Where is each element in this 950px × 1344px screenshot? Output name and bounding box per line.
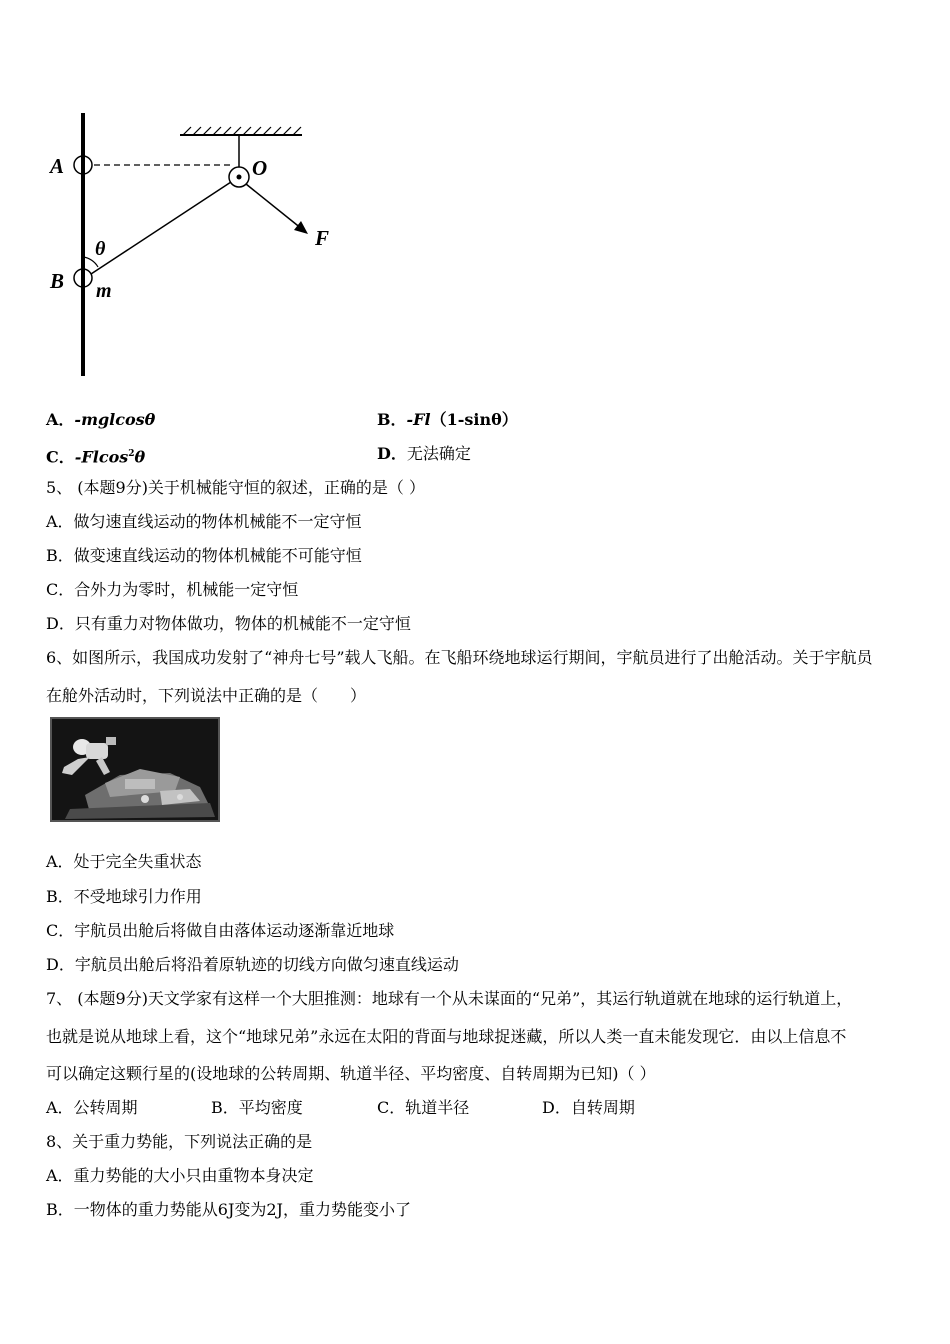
label-m: m: [96, 280, 112, 302]
q4-option-c-text-post: θ: [134, 447, 146, 467]
q7-stem-line3: 可以确定这颗行星的(设地球的公转周期、轨道半径、平均密度、自转周期为已知)（ ）: [46, 1064, 656, 1083]
astronaut-photo: [50, 717, 220, 822]
q4-option-b-letter: B．: [377, 410, 407, 429]
q7-stem-line1: 7、 (本题9分)天文学家有这样一个大胆推测：地球有一个从未谋面的“兄弟”，其运行轨道就在地球的运行轨道上，: [46, 989, 853, 1008]
q5-option-c: C．合外力为零时，机械能一定守恒: [46, 580, 299, 599]
q8-stem: 8、关于重力势能，下列说法正确的是: [46, 1132, 313, 1151]
q6-stem-line2: 在舱外活动时，下列说法中正确的是（ ）: [46, 686, 367, 705]
q4-option-a: [46, 410, 155, 430]
q7-stem-line2: 也就是说从地球上看，这个“地球兄弟”永远在太阳的背面与地球捉迷藏，所以人类一直未能发现它．由以上信息不: [46, 1027, 847, 1046]
force-arrowhead: [294, 221, 308, 234]
q5-option-d: D．只有重力对物体做功，物体的机械能不一定守恒: [46, 614, 411, 633]
q5-stem: 5、 (本题9分)关于机械能守恒的叙述，正确的是（ ）: [46, 478, 426, 497]
q7-option-a: A．公转周期: [46, 1098, 138, 1117]
q6-option-c: C．宇航员出舱后将做自由落体运动逐渐靠近地球: [46, 921, 395, 940]
q7-option-b: B．平均密度: [211, 1098, 303, 1117]
q4-option-d-letter: D．: [377, 444, 407, 463]
q4-option-c-sup: 2: [128, 449, 135, 459]
q6-option-d: D．宇航员出舱后将沿着原轨迹的切线方向做匀速直线运动: [46, 955, 459, 974]
q8-option-a: A．重力势能的大小只由重物本身决定: [46, 1166, 314, 1185]
q4-option-d: [377, 444, 471, 464]
q6-option-b: B．不受地球引力作用: [46, 887, 202, 906]
q5-option-a: A．做匀速直线运动的物体机械能不一定守恒: [46, 512, 362, 531]
q4-option-a-text: -mglcosθ: [74, 410, 156, 429]
label-theta: θ: [95, 238, 106, 260]
label-o: O: [252, 156, 268, 180]
q4-option-c: [46, 444, 145, 467]
pulley-center: [237, 175, 242, 180]
q5-option-b: B．做变速直线运动的物体机械能不可能守恒: [46, 546, 362, 565]
vertical-rod: [81, 113, 85, 376]
q4-option-c-letter: C．: [46, 447, 75, 467]
q6-option-a: A．处于完全失重状态: [46, 852, 202, 871]
label-a: A: [50, 154, 65, 178]
q4-option-b-text-pre: -Fl: [406, 410, 431, 429]
q4-option-d-text: 无法确定: [406, 444, 471, 463]
q6-stem-line1: 6、如图所示，我国成功发射了“神舟七号”载人飞船。在飞船环绕地球运行期间，宇航员进行了出舱活动。关于宇航员: [46, 648, 873, 667]
q4-option-c-text-pre: -Flcos: [74, 447, 129, 467]
q7-option-c: C．轨道半径: [377, 1098, 470, 1117]
pendulum-diagram: [40, 105, 350, 385]
q4-option-b: [377, 410, 518, 430]
label-b: B: [50, 269, 65, 293]
label-f: F: [315, 226, 330, 250]
ceiling-hatch: [183, 127, 301, 135]
q4-option-b-text-post: （1-sinθ）: [430, 410, 518, 429]
q8-option-b: B．一物体的重力势能从6J变为2J，重力势能变小了: [46, 1200, 411, 1219]
q7-option-d: D．自转周期: [542, 1098, 635, 1117]
force-line-f: [246, 184, 302, 229]
q4-option-a-letter: A．: [46, 410, 75, 429]
rope-b-o: [91, 182, 231, 274]
